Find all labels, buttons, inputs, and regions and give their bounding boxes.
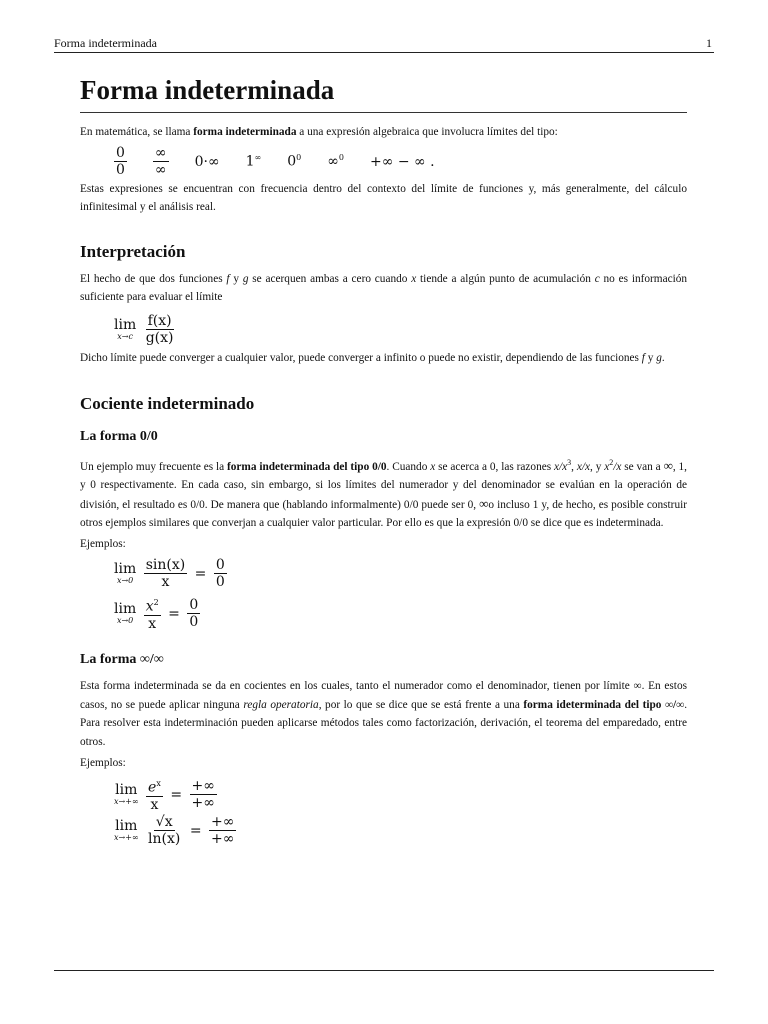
intro-text-end: a una expresión algebraica que involucra límites del tipo: — [296, 126, 558, 138]
examples-inf-inf — [114, 776, 687, 852]
intro-paragraph — [80, 123, 687, 142]
examples-0-0 — [114, 557, 687, 633]
ejemplos-label-1: Ejemplos: — [80, 537, 126, 550]
footer-rule — [54, 970, 714, 971]
limit-f-over-g: lim x→c $\frac{f(x)}{g(x)}$ — [114, 312, 174, 346]
example-x2-over-x: lim x→0 $\frac{x^2}{x}$ = $\frac{0}{0}$ — [114, 597, 199, 632]
form-zero-pow-zero: $0^0$ — [287, 153, 302, 170]
heading-cociente-indeterminado: Cociente indeterminado — [80, 393, 255, 413]
form-inf-minus-inf: +∞ − ∞ . — [370, 153, 435, 170]
heading-forma-0-0: La forma 0/0 — [80, 428, 158, 444]
page-number: 1 — [706, 36, 712, 50]
example-ex-over-x: lim x→+∞ $\frac{e^x}{x}$ = $\frac{+\infty}{+\infty}$ — [114, 778, 215, 813]
context-paragraph: Estas expresiones se encuentran con frecuencia dentro del contexto del límite de funciones y, más generalmente, del cálculo infinitesimal y el análisis real. — [80, 182, 687, 214]
form-zero-times-inf: 0·∞ — [194, 153, 220, 170]
interpretacion-after-paragraph: Dicho límite puede converger a cualquier valor, puede converger a infinito o puede no existir, dependiendo de las funciones f y g. — [80, 351, 665, 364]
form-inf-over-inf: $\frac{\infty}{\infty}$ — [154, 145, 167, 179]
interpretacion-paragraph: El hecho de que dos funciones f y g se acerquen ambas a cero cuando x tiende a algún punto de acumulación c no es información suficiente para evaluar el límite — [80, 272, 688, 304]
intro-text-start: En matemática, se llama — [80, 126, 194, 138]
article-body — [80, 72, 687, 852]
example-sqrtx-over-lnx: lim x→+∞ $\frac{√x}{\ln(x)}$ = $\frac{+\infty}{+\infty}$ — [114, 814, 235, 848]
heading-forma-inf-inf: La forma ∞/∞ — [80, 652, 164, 668]
forma-0-0-paragraph: Un ejemplo muy frecuente es la forma indeterminada del tipo 0/0. Cuando x se acerca a 0, las razones $x/x^3$, x/x, y $x^2/x$ se van a ∞, 1, y 0 respectivamente. En cada caso, sin embargo, si los límites del numerador y del denominador se evalúan en la operación de división, el resultado es 0/0. De manera que (hablando informalmente) 0/0 puede ser 0, ∞o incluso 1 y, de hecho, es posible construir otros ejemplos similares que converjan a cualquier valor particular. Por ello es que la expresión 0/0 se dice que es indeterminada. — [80, 457, 687, 530]
indeterminate-forms-list — [114, 144, 687, 180]
forma-inf-inf-paragraph: Esta forma indeterminada se da en cocientes en los cuales, tanto el numerador como el denominador, tienen por límite ∞. En estos casos, no se puede aplicar ninguna regla operatoria, por lo que se dice que se está frente a una forma ideterminada del tipo ∞/∞. Para resolver esta indeterminación pueden aplicarse métodos tales como factorización, derivación, el teorema del emparedado, entre otros. — [80, 680, 688, 749]
ejemplos-label-2: Ejemplos: — [80, 756, 126, 769]
form-inf-pow-zero: ∞$^0$ — [327, 153, 344, 170]
running-header — [54, 36, 714, 53]
article-title: Forma indeterminada — [80, 72, 687, 113]
form-zero-over-zero: $\frac{0}{0}$ — [116, 145, 125, 179]
lim-operator: lim x→c — [114, 316, 137, 341]
intro-bold-term: forma indeterminada — [193, 126, 297, 138]
form-one-pow-inf: 1∞ — [245, 153, 262, 170]
heading-interpretacion: Interpretación — [80, 241, 186, 261]
running-header-title: Forma indeterminada — [54, 36, 157, 50]
example-sin-x-over-x: lim x→0 $\frac{\sin(x)}{x}$ = $\frac{0}{0}$ — [114, 557, 225, 591]
